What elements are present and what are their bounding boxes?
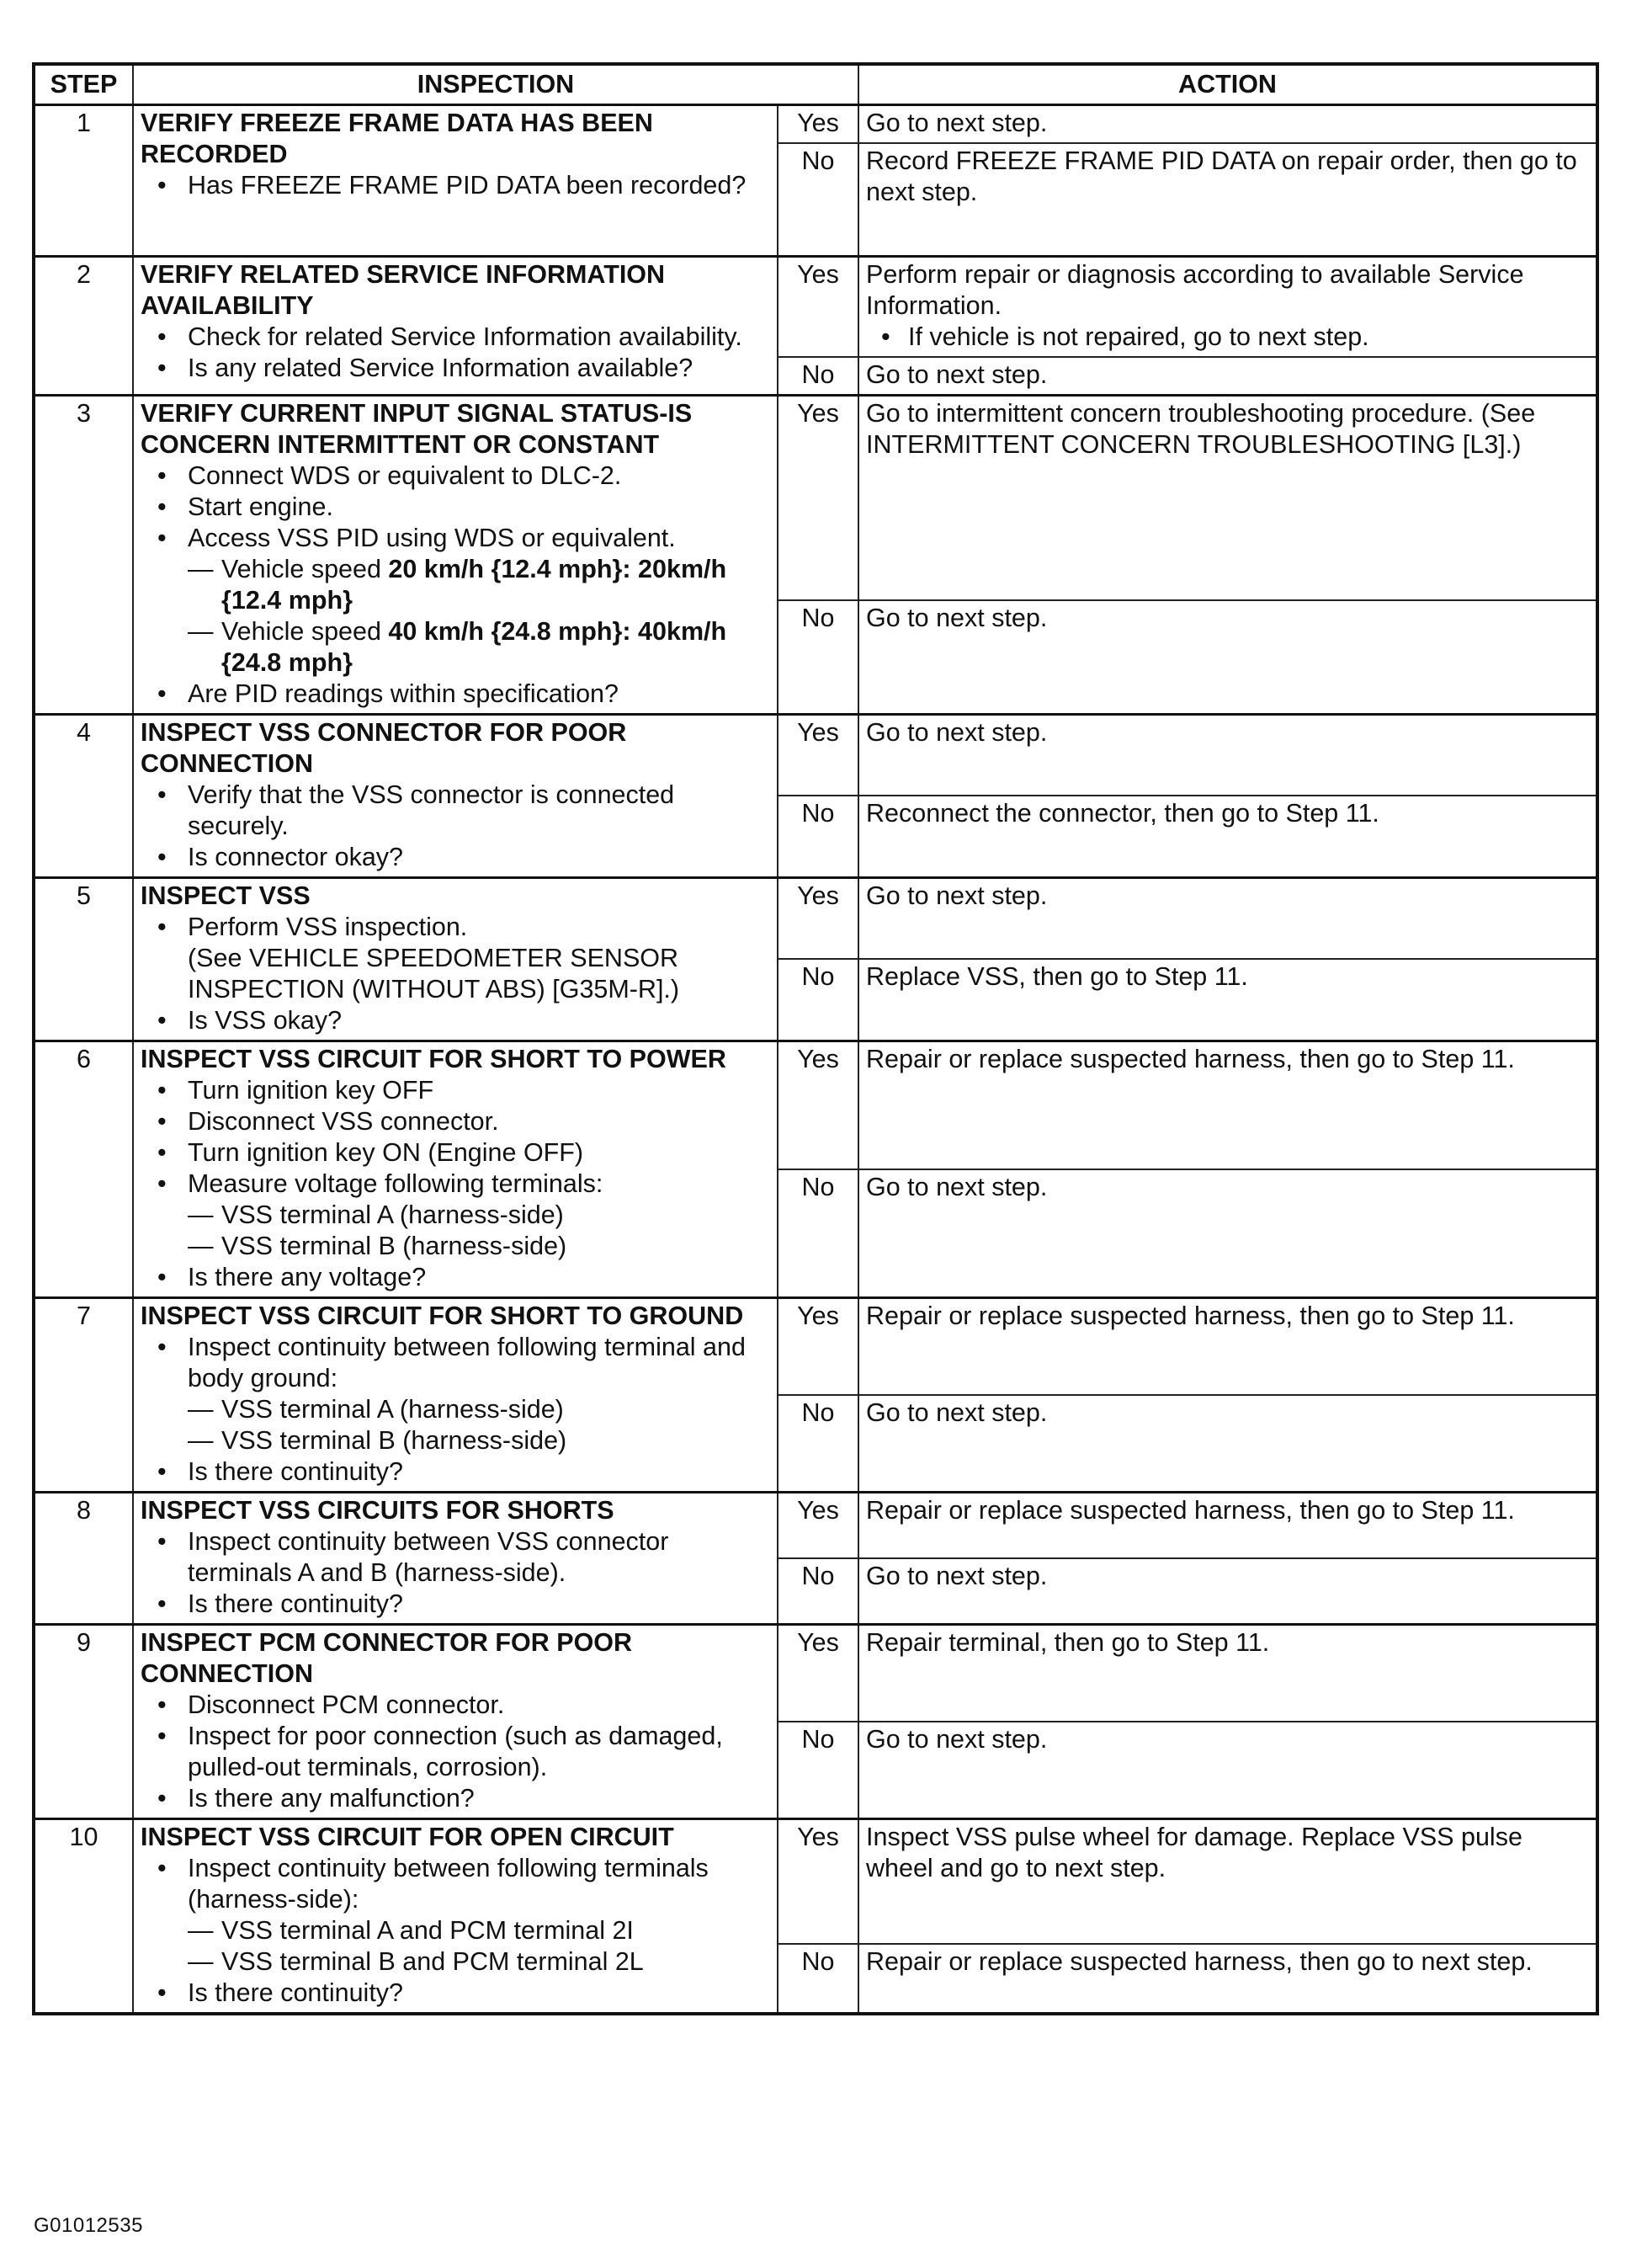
inspection-item: • Is connector okay?: [141, 842, 770, 873]
inspection-item: • Perform VSS inspection.: [141, 912, 770, 943]
step-number: 1: [34, 105, 133, 257]
inspection-item: • Is there any voltage?: [141, 1262, 770, 1293]
no-action: Go to next step.: [858, 357, 1597, 396]
yes-label: Yes: [778, 105, 858, 144]
inspection-item: • Disconnect VSS connector.: [141, 1106, 770, 1137]
inspection-subitem: [141, 616, 770, 679]
inspection-item: • Disconnect PCM connector.: [141, 1690, 770, 1721]
inspection-subitem: — VSS terminal B (harness-side): [141, 1425, 770, 1456]
header-row: [34, 64, 1597, 105]
no-label: No: [778, 357, 858, 396]
inspection-subitem: [141, 554, 770, 616]
inspection-title: VERIFY FREEZE FRAME DATA HAS BEEN RECORDED: [141, 109, 653, 168]
no-label: No: [778, 1169, 858, 1298]
step-number: 6: [34, 1041, 133, 1297]
step-row-yes: [34, 1492, 1597, 1558]
step-number: 5: [34, 877, 133, 1041]
yes-action: Go to intermittent concern troubleshooting procedure. (See INTERMITTENT CONCERN TROUBLESHOOTING [L3].): [858, 395, 1597, 600]
inspection-subitem: — VSS terminal A (harness-side): [141, 1394, 770, 1425]
yes-label: Yes: [778, 714, 858, 796]
inspection-item: • Inspect continuity between following terminals (harness-side):: [141, 1853, 770, 1915]
yes-label: Yes: [778, 877, 858, 959]
yes-action: Repair or replace suspected harness, then go to Step 11.: [858, 1492, 1597, 1558]
inspection-list: [141, 1075, 770, 1293]
no-action: Go to next step.: [858, 1395, 1597, 1493]
no-label: No: [778, 143, 858, 256]
step-number: 7: [34, 1297, 133, 1492]
yes-action: Go to next step.: [858, 877, 1597, 959]
inspection-subitem: — VSS terminal A and PCM terminal 2I: [141, 1915, 770, 1946]
inspection-item: • Is any related Service Information available?: [141, 353, 770, 384]
inspection-subitem: — VSS terminal A (harness-side): [141, 1200, 770, 1231]
spec-value: 20 km/h {12.4 mph}: 20km/h {12.4 mph}: [221, 554, 727, 615]
header-inspection: INSPECTION: [133, 64, 858, 105]
inspection-title: INSPECT VSS CIRCUIT FOR SHORT TO POWER: [141, 1044, 726, 1073]
inspection-item: • Is there continuity?: [141, 1589, 770, 1620]
no-action: Go to next step.: [858, 1558, 1597, 1625]
inspection-cell: [133, 1818, 778, 2014]
inspection-list: [141, 780, 770, 873]
inspection-list: [141, 1853, 770, 2009]
inspection-list: [141, 1332, 770, 1488]
yes-action: [858, 256, 1597, 357]
inspection-cell: [133, 877, 778, 1041]
inspection-title: INSPECT VSS CIRCUIT FOR SHORT TO GROUND: [141, 1301, 744, 1330]
inspection-item: • Inspect continuity between following terminal and body ground:: [141, 1332, 770, 1394]
inspection-title: VERIFY CURRENT INPUT SIGNAL STATUS-IS CONCERN INTERMITTENT OR CONSTANT: [141, 398, 693, 459]
inspection-item: • Inspect continuity between VSS connector terminals A and B (harness-side).: [141, 1526, 770, 1589]
step-number: 4: [34, 714, 133, 877]
inspection-cell: [133, 1492, 778, 1624]
inspection-item: • Measure voltage following terminals:: [141, 1169, 770, 1200]
step-number: 10: [34, 1818, 133, 2014]
yes-label: Yes: [778, 1297, 858, 1395]
inspection-item: • Turn ignition key OFF: [141, 1075, 770, 1106]
no-label: No: [778, 1944, 858, 2014]
inspection-cell: [133, 256, 778, 395]
inspection-title: INSPECT VSS CIRCUIT FOR OPEN CIRCUIT: [141, 1822, 674, 1851]
inspection-title: VERIFY RELATED SERVICE INFORMATION AVAILABILITY: [141, 259, 666, 320]
header-action: ACTION: [858, 64, 1597, 105]
step-number: 2: [34, 256, 133, 395]
step-number: 8: [34, 1492, 133, 1624]
step-row-yes: [34, 1041, 1597, 1169]
step-row-yes: [34, 714, 1597, 796]
no-label: No: [778, 796, 858, 877]
no-action: Go to next step.: [858, 1169, 1597, 1298]
action-list: [866, 322, 1589, 353]
yes-action: Go to next step.: [858, 105, 1597, 144]
step-row-yes: [34, 1624, 1597, 1722]
inspection-cell: [133, 1624, 778, 1818]
no-label: No: [778, 1395, 858, 1493]
step-row-yes: [34, 1818, 1597, 1944]
subitem-text: Vehicle speed: [221, 616, 389, 646]
yes-label: Yes: [778, 1492, 858, 1558]
inspection-item: • Start engine.: [141, 492, 770, 523]
inspection-list: [141, 322, 770, 384]
inspection-item: • Is there any malfunction?: [141, 1783, 770, 1814]
no-action: Go to next step.: [858, 600, 1597, 714]
yes-label: Yes: [778, 1818, 858, 1944]
inspection-item: • Check for related Service Information availability.: [141, 322, 770, 353]
no-label: No: [778, 959, 858, 1041]
step-row-yes: [34, 877, 1597, 959]
document-code: G01012535: [34, 2214, 143, 2237]
no-label: No: [778, 600, 858, 714]
inspection-item: • Is there continuity?: [141, 1978, 770, 2009]
yes-label: Yes: [778, 256, 858, 357]
inspection-list: [141, 912, 770, 1036]
inspection-item: • Inspect for poor connection (such as damaged, pulled-out terminals, corrosion).: [141, 1721, 770, 1783]
step-row-yes: [34, 1297, 1597, 1395]
no-action: Record FREEZE FRAME PID DATA on repair order, then go to next step.: [858, 143, 1597, 256]
inspection-item: • Connect WDS or equivalent to DLC-2.: [141, 461, 770, 492]
spec-value: 40 km/h {24.8 mph}: 40km/h {24.8 mph}: [221, 616, 727, 677]
yes-action: Repair or replace suspected harness, then go to Step 11.: [858, 1041, 1597, 1169]
yes-action: Inspect VSS pulse wheel for damage. Replace VSS pulse wheel and go to next step.: [858, 1818, 1597, 1944]
no-label: No: [778, 1558, 858, 1625]
no-action: Replace VSS, then go to Step 11.: [858, 959, 1597, 1041]
inspection-item: • Is VSS okay?: [141, 1005, 770, 1036]
no-action: Repair or replace suspected harness, then go to next step.: [858, 1944, 1597, 2014]
inspection-item: • Is there continuity?: [141, 1456, 770, 1488]
inspection-list: [141, 1526, 770, 1620]
inspection-cell: [133, 395, 778, 714]
inspection-title: INSPECT PCM CONNECTOR FOR POOR CONNECTION: [141, 1627, 633, 1688]
yes-label: Yes: [778, 1041, 858, 1169]
yes-action: Repair or replace suspected harness, then go to Step 11.: [858, 1297, 1597, 1395]
inspection-cell: [133, 105, 778, 257]
no-action: Go to next step.: [858, 1722, 1597, 1819]
action-item: • If vehicle is not repaired, go to next step.: [866, 322, 1589, 353]
inspection-cell: [133, 1041, 778, 1297]
step-row-yes: [34, 395, 1597, 600]
inspection-item: • Are PID readings within specification?: [141, 679, 770, 710]
inspection-list: [141, 1690, 770, 1814]
inspection-subitem: — VSS terminal B (harness-side): [141, 1231, 770, 1262]
inspection-cell: [133, 1297, 778, 1492]
diagnostic-table: [32, 62, 1599, 2015]
inspection-title: INSPECT VSS CIRCUITS FOR SHORTS: [141, 1495, 614, 1525]
step-row-yes: [34, 256, 1597, 357]
yes-action: Repair terminal, then go to Step 11.: [858, 1624, 1597, 1722]
yes-label: Yes: [778, 395, 858, 600]
inspection-list: [141, 461, 770, 710]
step-row-yes: [34, 105, 1597, 144]
inspection-title: INSPECT VSS CONNECTOR FOR POOR CONNECTION: [141, 717, 627, 778]
step-number: 3: [34, 395, 133, 714]
inspection-item: • Access VSS PID using WDS or equivalent.: [141, 523, 770, 554]
yes-action: Go to next step.: [858, 714, 1597, 796]
inspection-reference: (See VEHICLE SPEEDOMETER SENSOR INSPECTION (WITHOUT ABS) [G35M-R].): [188, 943, 680, 1004]
header-step: STEP: [34, 64, 133, 105]
inspection-title: INSPECT VSS: [141, 881, 311, 910]
no-action: Reconnect the connector, then go to Step 11.: [858, 796, 1597, 877]
inspection-list: [141, 170, 770, 201]
step-number: 9: [34, 1624, 133, 1818]
inspection-item: • Turn ignition key ON (Engine OFF): [141, 1137, 770, 1169]
no-label: No: [778, 1722, 858, 1819]
subitem-text: Vehicle speed: [221, 554, 389, 583]
inspection-item: • Verify that the VSS connector is connected securely.: [141, 780, 770, 842]
yes-action-text: Perform repair or diagnosis according to available Service Information.: [866, 259, 1524, 320]
yes-label: Yes: [778, 1624, 858, 1722]
inspection-cell: [133, 714, 778, 877]
inspection-subitem: — VSS terminal B and PCM terminal 2L: [141, 1946, 770, 1978]
inspection-item: • Has FREEZE FRAME PID DATA been recorded?: [141, 170, 770, 201]
